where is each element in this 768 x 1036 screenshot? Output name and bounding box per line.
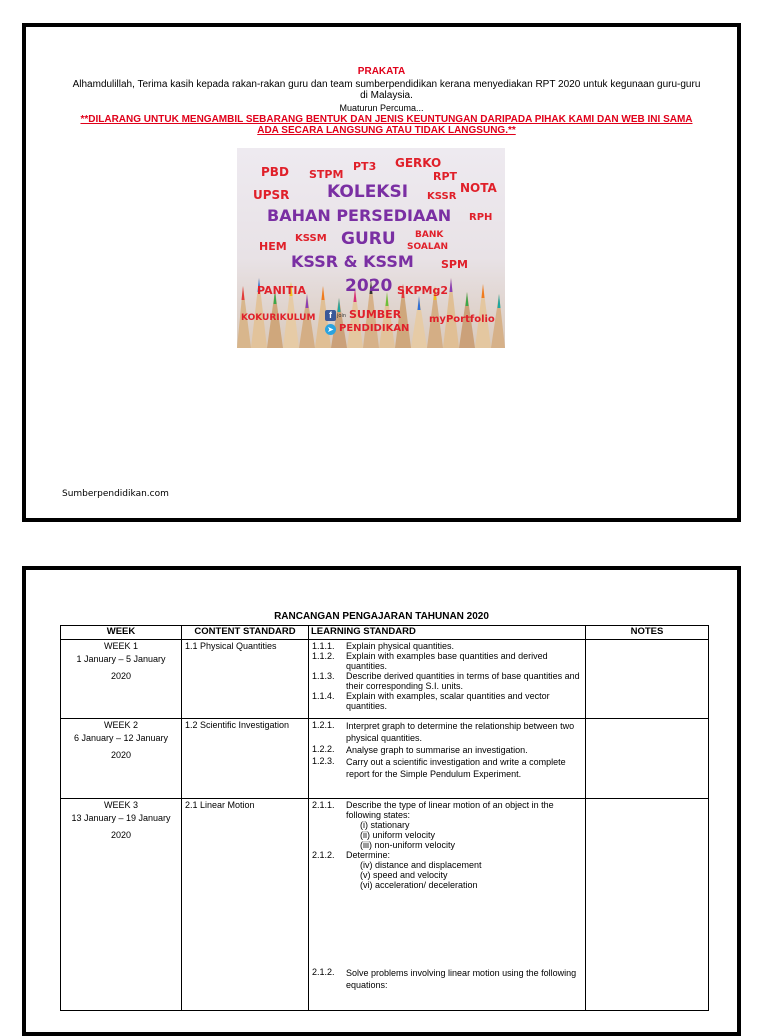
notes-cell [586,640,709,719]
learning-standard-cell [309,799,586,1011]
footer-url: Sumberpendidikan.com [62,489,169,499]
banner-word-nota: NOTA [460,181,497,195]
content-standard-cell: 2.1 Linear Motion [182,799,309,1011]
week-label: WEEK 2 [103,720,138,730]
rpt-page [22,566,741,1036]
week-label: WEEK 3 [103,800,138,810]
notes-cell [586,799,709,1011]
header-week: WEEK [61,626,182,640]
list-item: 1.1.1. Explain physical quantities. [312,641,455,651]
prakata-body: Alhamdulillah, Terima kasih kepada rakan-rakan guru dan team sumberpendidikan kerana menyediakan RPT 2020 untuk kegunaan guru-guru di Malaysia. [72,79,701,101]
header-notes: NOTES [586,626,709,640]
header-content-standard: CONTENT STANDARD [182,626,309,640]
banner-title-line1: KOLEKSI [327,182,409,202]
banner-word-pt3: PT3 [353,160,377,173]
week-label: WEEK 1 [103,641,138,651]
list-item: 1.1.2. Explain with examples base quantities and derived quantities. [312,651,548,671]
banner-word-skpmg2: SKPMg2 [397,284,448,297]
banner-word-kokurikulum: KOKURIKULUM [241,313,316,323]
sub-item: (iii) non-uniform velocity [360,840,456,850]
list-item: 1.2.1. Interpret graph to determine the relationship between two physical quantities. [312,720,575,743]
list-item: 1.2.3. Carry out a scientific investigation and write a complete report for the Simple Pendulum Experiment. [312,756,566,779]
banner-word-stpm: STPM [309,168,344,181]
header-learning-standard: LEARNING STANDARD [309,626,586,640]
list-item: 1.1.3. Describe derived quantities in terms of base quantities and their corresponding S.I. units. [312,671,580,691]
week-cell [61,719,182,799]
sub-item: (v) speed and velocity [360,870,448,880]
list-item: 2.1.1. Describe the type of linear motion of an object in the following states: [312,800,554,820]
table-row [61,799,709,1011]
list-item: 1.1.4. Explain with examples, scalar quantities and vector quantities. [312,691,550,711]
logo-join-text: join [337,313,347,319]
banner-word-soalan: SOALAN [407,242,449,252]
notes-cell [586,719,709,799]
rpt-title: RANCANGAN PENGAJARAN TAHUNAN 2020 [274,611,489,622]
list-item: 2.1.2. Solve problems involving linear motion using the following equations: [312,967,577,990]
week-dates: 6 January – 12 January [73,733,169,743]
learning-standard-cell [309,640,586,719]
week-year: 2020 [110,671,132,681]
banner-title-line4: KSSR & KSSM [291,252,414,271]
sub-item: (vi) acceleration/ deceleration [360,880,478,890]
banner-word-rph: RPH [469,212,493,223]
logo-line2: PENDIDIKAN [339,323,410,334]
list-item: 2.1.2. Determine: [312,850,391,860]
banner-word-myportfolio: myPortfolio [429,314,495,325]
prakata-title: PRAKATA [357,66,406,77]
learning-standard-cell [309,719,586,799]
banner-word-hem: HEM [259,240,287,253]
banner-word-kssm: KSSM [295,233,327,244]
banner-title-line5: 2020 [345,276,393,296]
preface-page [22,23,741,522]
week-year: 2020 [110,830,132,840]
sub-item: (ii) uniform velocity [360,830,436,840]
banner-word-rpt: RPT [433,170,458,183]
week-dates: 13 January – 19 January [71,813,171,823]
week-year: 2020 [110,750,132,760]
promo-banner [237,148,505,348]
week-dates: 1 January – 5 January [76,654,166,664]
banner-word-upsr: UPSR [253,188,290,202]
sub-item: (iv) distance and displacement [360,860,482,870]
logo-line1: SUMBER [349,308,402,321]
sub-item: (i) stationary [360,820,410,830]
week-cell [61,640,182,719]
content-standard-cell: 1.2 Scientific Investigation [182,719,309,799]
sumber-logo [325,308,411,338]
facebook-icon: f [325,310,336,321]
warning-text: **DILARANG UNTUK MENGAMBIL SEBARANG BENTUK DAN JENIS KEUNTUNGAN DARIPADA PIHAK KAMI DAN WEB INI SAMA ADA SECARA LANGSUNG ATAU TIDAK LANGSUNG.** [80,114,693,136]
banner-word-gerko: GERKO [395,156,442,170]
banner-word-kssr: KSSR [427,191,457,202]
banner-word-pbd: PBD [261,165,289,179]
banner-word-bank: BANK [415,230,444,240]
telegram-icon: ➤ [325,324,336,335]
content-standard-cell: 1.1 Physical Quantities [182,640,309,719]
banner-word-panitia: PANITIA [257,284,306,297]
week-cell [61,799,182,1011]
banner-title-line3: GURU [341,229,396,249]
table-row [61,719,709,799]
rpt-table [60,625,709,1011]
table-header-row [61,626,709,640]
banner-word-spm: SPM [441,258,468,271]
download-note: Muaturun Percuma... [339,103,424,113]
banner-title-line2: BAHAN PERSEDIAAN [267,206,452,225]
table-row [61,640,709,719]
list-item: 1.2.2. Analyse graph to summarise an investigation. [312,744,528,755]
